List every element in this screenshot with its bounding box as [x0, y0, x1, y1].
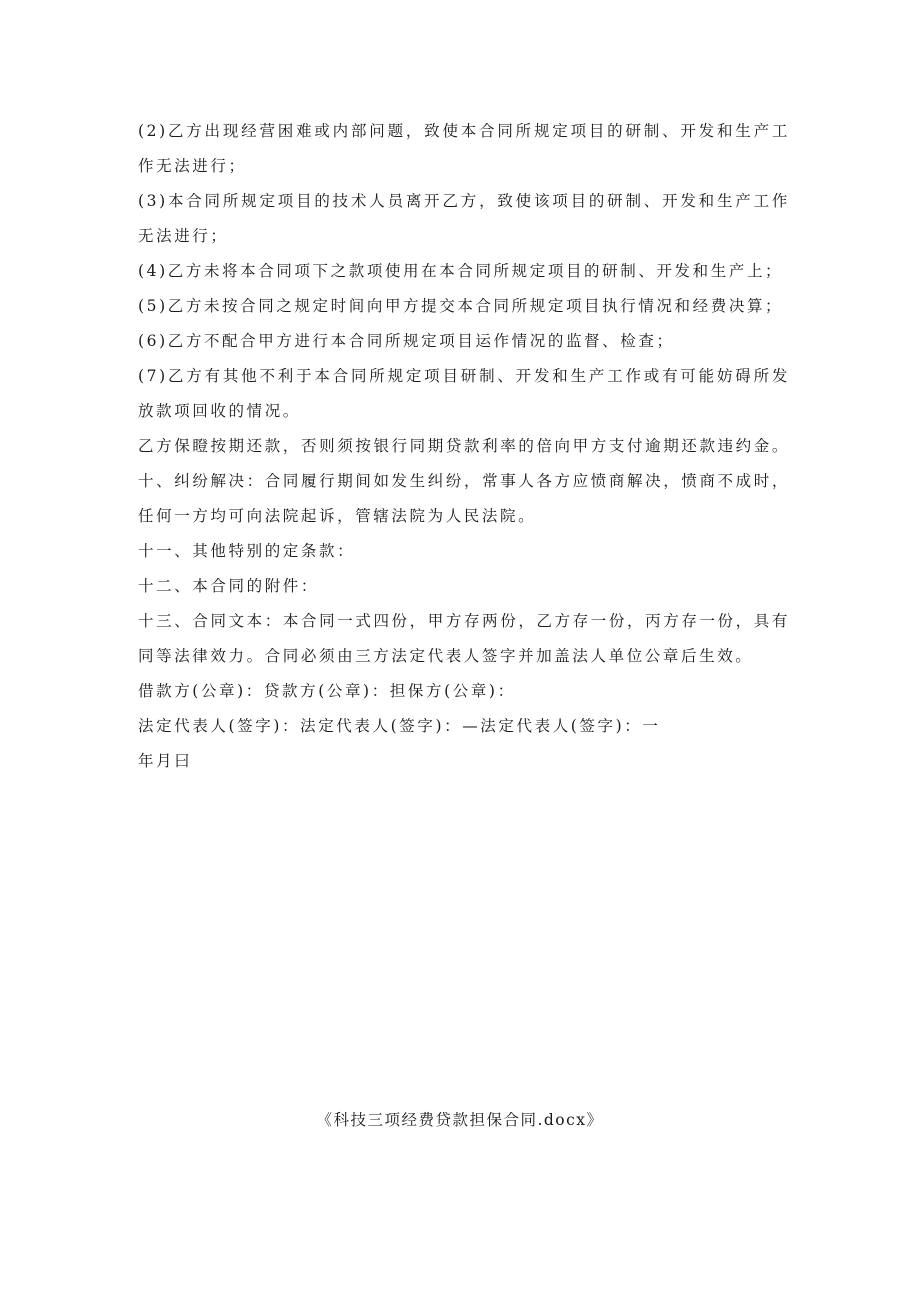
- section-12-attachments: 十二、本合同的附件：: [138, 577, 320, 595]
- document-body: [138, 114, 790, 779]
- repayment-and-dispute-clause: 乙方保瞪按期还款，否则须按银行同期贷款利率的倍向甲方支付逾期还款违约金。十、纠纷解决：合同履行期间如发生纠纷，常事人各方应愤商解决，愤商不成时，任何一方均可向法院起诉，管辖法院为人民法院。: [138, 437, 790, 525]
- section-11-other-terms: 十一、其他特别的定条款：: [138, 542, 356, 560]
- clause-item-2: (2)乙方出现经营困难或内部问题，致使本合同所规定项目的研制、开发和生产工作无法进行；: [138, 122, 790, 175]
- document-filename-footer: 《科技三项经费贷款担保合同.docx》: [316, 1111, 604, 1129]
- signing-date: 年月曰: [138, 752, 193, 770]
- party-seals-line: 借款方(公章)：贷款方(公章)：担保方(公章)：: [138, 682, 516, 700]
- clause-item-4: (4)乙方未将本合同项下之款项使用在本合同所规定项目的研制、开发和生产上；: [138, 262, 784, 280]
- clause-item-7: (7)乙方有其他不利于本合同所规定项目研制、开发和生产工作或有可能妨碍所发放款项回收的情况。: [138, 367, 790, 420]
- clause-item-3: (3)本合同所规定项目的技术人员离开乙方，致使该项目的研制、开发和生产工作无法进行；: [138, 192, 790, 245]
- section-13-contract-copies: 十三、合同文本：本合同一式四份，甲方存两份，乙方存一份，丙方存一份，具有同等法律效力。合同必须由三方法定代表人签字并加盖法人单位公章后生效。: [138, 612, 790, 665]
- legal-representative-signatures: 法定代表人(签字)：法定代表人(签字)：—法定代表人(签字)：一: [138, 717, 661, 735]
- clause-item-5: (5)乙方未按合同之规定时间向甲方提交本合同所规定项目执行情况和经费决算；: [138, 297, 784, 315]
- clause-item-6: (6)乙方不配合甲方进行本合同所规定项目运作情况的监督、检查；: [138, 332, 675, 350]
